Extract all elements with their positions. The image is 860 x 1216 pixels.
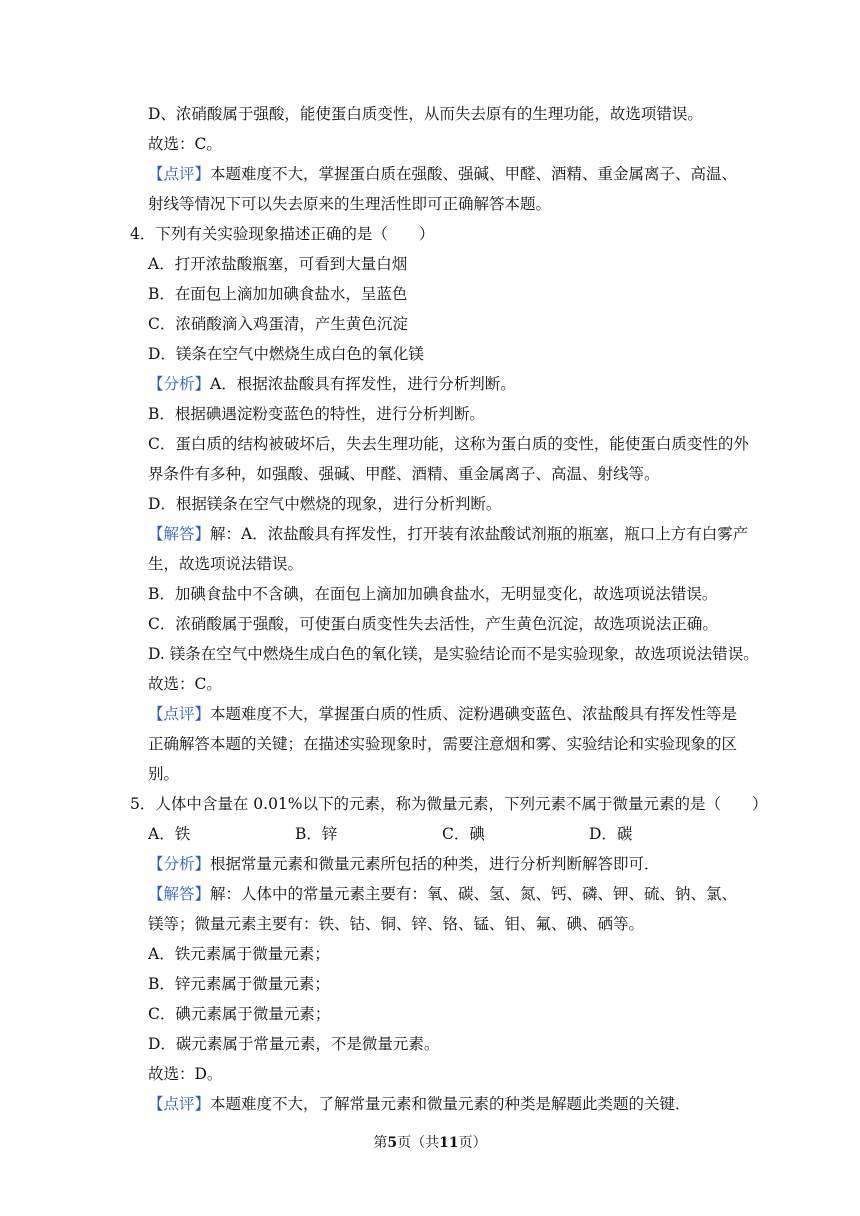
- question-5-option-c: C．碘: [442, 825, 485, 843]
- question-5-stem: 5．人体中含量在 0.01%以下的元素，称为微量元素，下列元素不属于微量元素的是（ ）: [130, 795, 768, 813]
- analysis-tag: 【分析】: [148, 375, 211, 393]
- review-text: 本题难度不大，掌握蛋白质的性质、淀粉遇碘变蓝色、浓盐酸具有挥发性等是: [210, 705, 738, 723]
- text-line: D．根据镁条在空气中燃烧的现象，进行分析判断。: [148, 495, 502, 513]
- text-line: 生，故选项说法错误。: [148, 555, 304, 573]
- question-4-option-a: A．打开浓盐酸瓶塞，可看到大量白烟: [148, 255, 408, 273]
- analysis-line: [148, 853, 736, 875]
- solution-line: [148, 883, 736, 905]
- review-text: 本题难度不大，掌握蛋白质在强酸、强碱、甲醛、酒精、重金属离子、高温、: [210, 165, 738, 183]
- text-line: 正确解答本题的关键；在描述实验现象时，需要注意烟和雾、实验结论和实验现象的区: [148, 735, 738, 753]
- question-5-option-b: B．锌: [295, 825, 338, 843]
- text-line: B．锌元素属于微量元素；: [148, 975, 330, 993]
- text-line: C．碘元素属于微量元素；: [148, 1005, 331, 1023]
- question-5-options: [148, 823, 736, 845]
- solution-tag: 【解答】: [148, 525, 211, 543]
- page-number: 5: [387, 1135, 398, 1151]
- text-line: 别。: [148, 765, 180, 783]
- footer-prefix: 第: [373, 1135, 388, 1151]
- question-4-stem: 4．下列有关实验现象描述正确的是（ ）: [130, 225, 435, 243]
- review-line: [148, 163, 736, 185]
- text-line: C．蛋白质的结构被破坏后，失去生理功能，这称为蛋白质的变性，能使蛋白质变性的外: [148, 435, 749, 453]
- solution-line: [148, 523, 749, 545]
- text-line: D．碳元素属于常量元素，不是微量元素。: [148, 1035, 440, 1053]
- text-line: C．浓硝酸属于强酸，可使蛋白质变性失去活性，产生黄色沉淀，故选项说法正确。: [148, 615, 718, 633]
- analysis-tag: 【分析】: [148, 855, 211, 873]
- text-line: 故选：C。: [148, 135, 222, 153]
- question-5-option-a: A．铁: [148, 825, 191, 843]
- text-line: D. 镁条在空气中燃烧生成白色的氧化镁，是实验结论而不是实验现象，故选项说法错误。: [148, 645, 759, 663]
- solution-text: 解：人体中的常量元素主要有：氧、碳、氢、氮、钙、磷、钾、硫、钠、氯、: [210, 885, 738, 903]
- text-line: B．加碘食盐中不含碘，在面包上滴加加碘食盐水，无明显变化，故选项说法错误。: [148, 585, 718, 603]
- text-line: B．根据碘遇淀粉变蓝色的特性，进行分析判断。: [148, 405, 485, 423]
- text-line: 故选：D。: [148, 1065, 223, 1083]
- page-footer: [0, 1132, 860, 1152]
- footer-middle: 页（共: [397, 1135, 440, 1151]
- analysis-text: A．根据浓盐酸具有挥发性，进行分析判断。: [210, 375, 516, 393]
- text-line: 界条件有多种，如强酸、强碱、甲醛、酒精、重金属离子、高温、射线等。: [148, 465, 660, 483]
- footer-suffix: 页）: [458, 1135, 487, 1151]
- text-line: 故选：C。: [148, 675, 222, 693]
- solution-tag: 【解答】: [148, 885, 211, 903]
- question-4-option-d: D．镁条在空气中燃烧生成白色的氧化镁: [148, 345, 424, 363]
- solution-text: 解：A．浓盐酸具有挥发性，打开装有浓盐酸试剂瓶的瓶塞，瓶口上方有白雾产: [210, 525, 749, 543]
- question-5-option-d: D．碳: [589, 825, 633, 843]
- analysis-line: [148, 373, 736, 395]
- text-line: 射线等情况下可以失去原来的生理活性即可正确解答本题。: [148, 195, 552, 213]
- total-pages: 11: [439, 1135, 459, 1151]
- text-line: D、浓硝酸属于强酸，能使蛋白质变性，从而失去原有的生理功能，故选项错误。: [148, 105, 703, 123]
- review-line: [148, 703, 736, 725]
- review-tag: 【点评】: [148, 1095, 211, 1113]
- text-line: 镁等；微量元素主要有：铁、钴、铜、锌、铬、锰、钼、氟、碘、硒等。: [148, 915, 645, 933]
- review-text: 本题难度不大，了解常量元素和微量元素的种类是解题此类题的关键．: [210, 1095, 691, 1113]
- question-4-option-b: B．在面包上滴加加碘食盐水，呈蓝色: [148, 285, 408, 303]
- review-tag: 【点评】: [148, 705, 211, 723]
- analysis-text: 根据常量元素和微量元素所包括的种类，进行分析判断解答即可．: [210, 855, 660, 873]
- question-4-option-c: C．浓硝酸滴入鸡蛋清，产生黄色沉淀: [148, 315, 408, 333]
- review-tag: 【点评】: [148, 165, 211, 183]
- review-line: [148, 1093, 736, 1115]
- text-line: A．铁元素属于微量元素；: [148, 945, 330, 963]
